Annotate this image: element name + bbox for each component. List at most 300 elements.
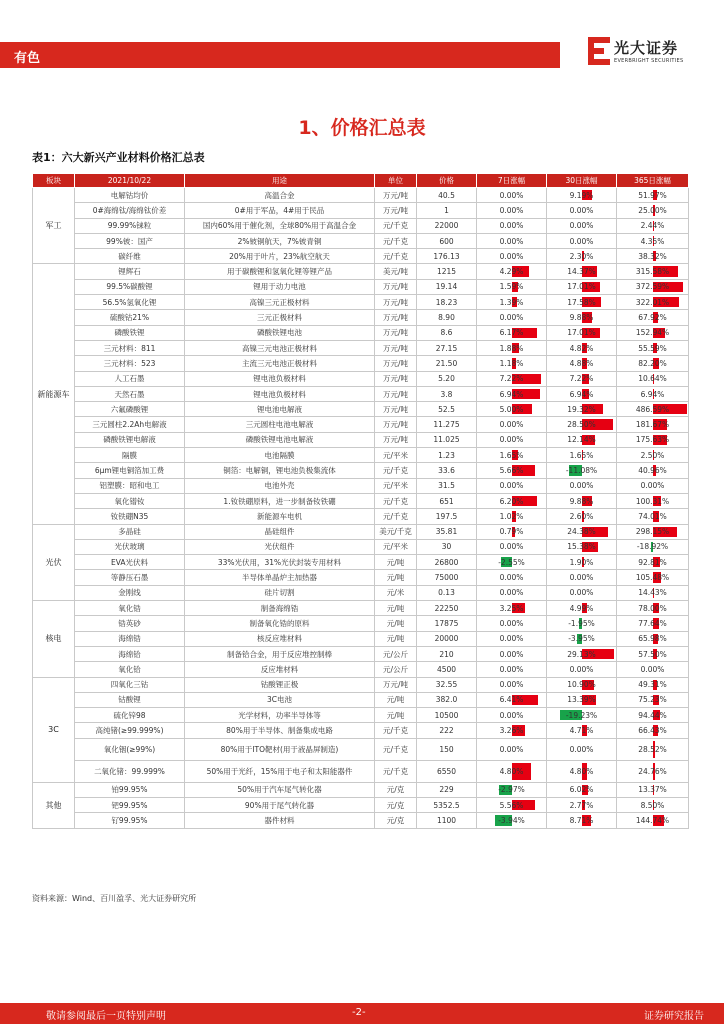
change-d30-cell	[547, 325, 617, 340]
change-value: 13.39%	[567, 695, 596, 705]
material-use: 80%用于半导体、制备集成电路	[185, 723, 375, 738]
change-d30-cell	[547, 356, 617, 371]
material-name: 铂99.95%	[75, 782, 185, 797]
table-row	[33, 295, 689, 310]
change-value: 38.32%	[638, 251, 667, 261]
change-value: -11.08%	[565, 465, 598, 475]
change-d30-cell	[547, 218, 617, 233]
price-cell: 197.5	[417, 509, 477, 524]
table-row	[33, 677, 689, 692]
change-d30-cell	[547, 463, 617, 478]
price-cell: 210	[417, 646, 477, 661]
change-d30-cell	[547, 432, 617, 447]
table-row	[33, 463, 689, 478]
table-row	[33, 723, 689, 738]
change-value: -2.97%	[498, 785, 525, 795]
change-d7-cell	[477, 432, 547, 447]
change-d7-cell	[477, 356, 547, 371]
change-value: 4.80%	[499, 766, 524, 776]
change-d30-cell	[547, 539, 617, 554]
change-d7-cell	[477, 325, 547, 340]
material-use: 磷酸铁锂电池电解液	[185, 432, 375, 447]
change-value: 1.90%	[569, 557, 594, 567]
change-value: 0.00%	[499, 680, 524, 690]
unit-cell: 元/米	[375, 585, 417, 600]
change-value: 0.00%	[499, 618, 524, 628]
table-row	[33, 448, 689, 463]
price-summary-table	[32, 173, 689, 829]
table-row	[33, 188, 689, 203]
material-name: 天然石墨	[75, 386, 185, 401]
table-row	[33, 539, 689, 554]
unit-cell: 元/平米	[375, 539, 417, 554]
table-row	[33, 386, 689, 401]
material-name: 硫化锌98	[75, 708, 185, 723]
footer-disclaimer: 敬请参阅最后一页特别声明	[46, 1011, 166, 1022]
price-cell: 5.20	[417, 371, 477, 386]
change-d365-cell	[617, 677, 689, 692]
change-value: 0.00%	[569, 744, 594, 754]
change-d7-cell	[477, 555, 547, 570]
change-d30-cell	[547, 493, 617, 508]
material-use: 锂电池负极材料	[185, 371, 375, 386]
unit-cell: 元/吨	[375, 708, 417, 723]
material-use: 锂电池电解液	[185, 402, 375, 417]
unit-cell: 元/克	[375, 797, 417, 812]
unit-cell: 元/千克	[375, 249, 417, 264]
change-value: 29.13%	[567, 649, 596, 659]
material-name: 二氧化锗：99.999%	[75, 760, 185, 782]
change-d7-cell	[477, 509, 547, 524]
material-use: 制备铪合金，用于反应堆控制棒	[185, 646, 375, 661]
price-cell: 11.025	[417, 432, 477, 447]
change-value: 57.50%	[638, 649, 667, 659]
section-header-bar	[0, 42, 560, 68]
change-d365-cell	[617, 524, 689, 539]
change-value: 8.50%	[640, 800, 665, 810]
table-row	[33, 432, 689, 447]
table-row	[33, 601, 689, 616]
change-value: 7.22%	[499, 374, 524, 384]
material-name: 锂辉石	[75, 264, 185, 279]
change-value: 55.59%	[638, 343, 667, 353]
change-d30-cell	[547, 782, 617, 797]
change-value: 6.94%	[640, 389, 665, 399]
source-note: 资料来源：Wind、百川盈孚、光大证券研究所	[32, 894, 197, 903]
change-d30-cell	[547, 760, 617, 782]
change-value: 3.26%	[499, 726, 524, 736]
change-value: 2.60%	[569, 511, 594, 521]
change-d30-cell	[547, 188, 617, 203]
change-value: 0.00%	[499, 744, 524, 754]
change-value: 12.14%	[567, 435, 596, 445]
price-cell: 22000	[417, 218, 477, 233]
company-logo	[588, 36, 718, 70]
change-value: 74.01%	[638, 511, 667, 521]
change-value: 0.00%	[499, 542, 524, 552]
price-cell: 651	[417, 493, 477, 508]
unit-cell: 万元/吨	[375, 325, 417, 340]
change-d30-cell	[547, 402, 617, 417]
price-cell: 27.15	[417, 340, 477, 355]
price-cell: 40.5	[417, 188, 477, 203]
change-d7-cell	[477, 188, 547, 203]
change-d365-cell	[617, 249, 689, 264]
change-value: 78.00%	[638, 603, 667, 613]
change-value: 322.01%	[635, 297, 670, 307]
price-cell: 18.23	[417, 295, 477, 310]
change-d7-cell	[477, 371, 547, 386]
material-use: 用于碳酸锂和氢氧化锂等锂产品	[185, 264, 375, 279]
change-value: 3.25%	[499, 603, 524, 613]
unit-cell: 元/公斤	[375, 646, 417, 661]
change-d7-cell	[477, 708, 547, 723]
material-use: 20%用于叶片，23%航空航天	[185, 249, 375, 264]
material-use: 高镍三元电池正极材料	[185, 340, 375, 355]
unit-cell: 万元/吨	[375, 279, 417, 294]
unit-cell: 元/千克	[375, 493, 417, 508]
change-value: 6.20%	[499, 496, 524, 506]
table-row	[33, 478, 689, 493]
material-name: 钕铁硼N35	[75, 509, 185, 524]
change-d30-cell	[547, 279, 617, 294]
change-value: 0.00%	[499, 435, 524, 445]
change-d7-cell	[477, 249, 547, 264]
material-name: 6μm锂电铜箔加工费	[75, 463, 185, 478]
change-value: -3.95%	[568, 634, 595, 644]
change-d7-cell	[477, 662, 547, 677]
material-use: 3C电池	[185, 692, 375, 707]
change-value: 77.64%	[638, 618, 667, 628]
footer-report-type: 证券研究报告	[644, 1011, 704, 1022]
change-value: 0.00%	[499, 710, 524, 720]
change-d365-cell	[617, 386, 689, 401]
change-value: 105.48%	[635, 573, 670, 583]
unit-cell: 元/克	[375, 813, 417, 828]
change-d30-cell	[547, 631, 617, 646]
change-value: 7.22%	[569, 374, 594, 384]
change-value: 0.00%	[499, 205, 524, 215]
change-value: 0.00%	[569, 664, 594, 674]
change-d7-cell	[477, 738, 547, 760]
table-row	[33, 249, 689, 264]
change-d7-cell	[477, 310, 547, 325]
page-heading: 1、价格汇总表	[298, 117, 426, 139]
material-use: 反应堆材料	[185, 662, 375, 677]
unit-cell: 万元/吨	[375, 402, 417, 417]
price-cell: 31.5	[417, 478, 477, 493]
change-d30-cell	[547, 738, 617, 760]
change-value: 0.00%	[499, 251, 524, 261]
table-row	[33, 310, 689, 325]
change-value: 19.32%	[567, 404, 596, 414]
change-d365-cell	[617, 646, 689, 661]
material-name: 金刚线	[75, 585, 185, 600]
col-header-30d: 30日涨幅	[547, 174, 617, 188]
material-name: 海绵铪	[75, 646, 185, 661]
change-value: 0.00%	[569, 588, 594, 598]
change-d7-cell	[477, 677, 547, 692]
table-row	[33, 616, 689, 631]
material-use: 电池隔膜	[185, 448, 375, 463]
material-use: 光伏组件	[185, 539, 375, 554]
change-value: 9.88%	[569, 496, 594, 506]
change-d30-cell	[547, 708, 617, 723]
change-value: 0.00%	[640, 664, 665, 674]
sector-cell: 3C	[33, 677, 75, 782]
sector-cell: 军工	[33, 188, 75, 264]
unit-cell: 万元/吨	[375, 417, 417, 432]
material-name: 99%铍：国产	[75, 233, 185, 248]
change-d30-cell	[547, 662, 617, 677]
unit-cell: 元/平米	[375, 478, 417, 493]
table-row	[33, 797, 689, 812]
change-value: 2.77%	[569, 800, 594, 810]
price-cell: 52.5	[417, 402, 477, 417]
change-d7-cell	[477, 760, 547, 782]
unit-cell: 元/吨	[375, 555, 417, 570]
change-d7-cell	[477, 646, 547, 661]
change-d7-cell	[477, 616, 547, 631]
change-value: 6.41%	[499, 695, 524, 705]
change-d7-cell	[477, 797, 547, 812]
material-name: 碳纤维	[75, 249, 185, 264]
change-d30-cell	[547, 233, 617, 248]
price-cell: 17875	[417, 616, 477, 631]
change-d365-cell	[617, 570, 689, 585]
logo-text-en: EVERBRIGHT SECURITIES	[614, 58, 684, 64]
change-d30-cell	[547, 203, 617, 218]
unit-cell: 元/吨	[375, 570, 417, 585]
table-row	[33, 646, 689, 661]
unit-cell: 美元/千克	[375, 524, 417, 539]
price-cell: 600	[417, 233, 477, 248]
price-cell: 222	[417, 723, 477, 738]
change-d7-cell	[477, 570, 547, 585]
change-d365-cell	[617, 616, 689, 631]
change-value: 0.00%	[569, 236, 594, 246]
change-value: 6.94%	[569, 389, 594, 399]
section-label: 有色	[14, 51, 41, 66]
change-d30-cell	[547, 723, 617, 738]
table-header-row	[33, 174, 689, 188]
table-row	[33, 264, 689, 279]
change-value: 372.59%	[635, 282, 670, 292]
material-use: 高温合金	[185, 188, 375, 203]
change-value: 24.38%	[567, 527, 596, 537]
table-row	[33, 233, 689, 248]
change-d30-cell	[547, 386, 617, 401]
change-d365-cell	[617, 509, 689, 524]
change-d7-cell	[477, 203, 547, 218]
change-d7-cell	[477, 524, 547, 539]
change-d365-cell	[617, 295, 689, 310]
material-use: 磷酸铁锂电池	[185, 325, 375, 340]
change-value: 4.82%	[569, 343, 594, 353]
change-d365-cell	[617, 493, 689, 508]
material-use: 制备海绵锆	[185, 601, 375, 616]
change-d7-cell	[477, 295, 547, 310]
material-name: 氧化镨钕	[75, 493, 185, 508]
logo-mark-icon	[588, 37, 610, 65]
change-value: 0.00%	[499, 481, 524, 491]
material-name: 99.5%碳酸锂	[75, 279, 185, 294]
material-use: 铜箔：电解铜，锂电池负极集流体	[185, 463, 375, 478]
change-value: 0.00%	[499, 190, 524, 200]
table-row	[33, 813, 689, 828]
change-value: 0.79%	[499, 527, 524, 537]
price-cell: 3.8	[417, 386, 477, 401]
change-d365-cell	[617, 708, 689, 723]
change-value: 6.17%	[499, 328, 524, 338]
material-use: 90%用于尾气转化器	[185, 797, 375, 812]
material-use: 核反应堆材料	[185, 631, 375, 646]
col-header-365d: 365日涨幅	[617, 174, 689, 188]
change-d7-cell	[477, 340, 547, 355]
table-caption: 表1：六大新兴产业材料价格汇总表	[32, 151, 205, 164]
change-value: -19.23%	[565, 710, 598, 720]
change-value: 4.80%	[569, 766, 594, 776]
change-value: 15.38%	[567, 542, 596, 552]
table-row	[33, 356, 689, 371]
change-d365-cell	[617, 448, 689, 463]
material-use: 器件材料	[185, 813, 375, 828]
change-d30-cell	[547, 295, 617, 310]
change-d7-cell	[477, 813, 547, 828]
price-cell: 0.13	[417, 585, 477, 600]
material-use: 锂用于动力电池	[185, 279, 375, 294]
material-name: 三元材料：811	[75, 340, 185, 355]
material-use: 高镍三元正极材料	[185, 295, 375, 310]
material-use: 半导体单晶炉主加热器	[185, 570, 375, 585]
material-name: 铝塑膜：昭和电工	[75, 478, 185, 493]
unit-cell: 元/克	[375, 782, 417, 797]
change-value: 0.00%	[499, 634, 524, 644]
change-d7-cell	[477, 463, 547, 478]
change-value: 4.29%	[499, 267, 524, 277]
change-value: 1.18%	[499, 358, 524, 368]
unit-cell: 元/千克	[375, 723, 417, 738]
change-value: 1.59%	[499, 282, 524, 292]
change-d30-cell	[547, 677, 617, 692]
material-name: 六氟磷酸锂	[75, 402, 185, 417]
change-d7-cell	[477, 417, 547, 432]
col-header-sector: 板块	[33, 174, 75, 188]
change-d30-cell	[547, 585, 617, 600]
material-use: 晶硅组件	[185, 524, 375, 539]
change-d365-cell	[617, 631, 689, 646]
change-d365-cell	[617, 463, 689, 478]
change-value: 0.00%	[569, 573, 594, 583]
change-value: 9.19%	[569, 190, 594, 200]
page-footer	[0, 1003, 724, 1024]
price-cell: 229	[417, 782, 477, 797]
change-value: 5.66%	[499, 465, 524, 475]
change-d365-cell	[617, 188, 689, 203]
change-d30-cell	[547, 555, 617, 570]
material-name: 等静压石墨	[75, 570, 185, 585]
change-d7-cell	[477, 386, 547, 401]
material-name: 钯99.95%	[75, 797, 185, 812]
table-row	[33, 340, 689, 355]
price-cell: 4500	[417, 662, 477, 677]
change-d365-cell	[617, 279, 689, 294]
change-value: 181.67%	[635, 420, 670, 430]
change-d365-cell	[617, 371, 689, 386]
change-value: 6.02%	[569, 785, 594, 795]
change-d7-cell	[477, 539, 547, 554]
change-d365-cell	[617, 585, 689, 600]
unit-cell: 元/千克	[375, 233, 417, 248]
change-value: 486.59%	[635, 404, 670, 414]
change-d30-cell	[547, 509, 617, 524]
unit-cell: 元/千克	[375, 463, 417, 478]
sector-cell: 核电	[33, 601, 75, 677]
col-header-7d: 7日涨幅	[477, 174, 547, 188]
change-d365-cell	[617, 402, 689, 417]
change-value: 0.00%	[499, 573, 524, 583]
price-cell: 176.13	[417, 249, 477, 264]
material-name: EVA光伏料	[75, 555, 185, 570]
material-name: 氧化铪	[75, 662, 185, 677]
change-d7-cell	[477, 631, 547, 646]
change-d7-cell	[477, 692, 547, 707]
material-name: 三元圆柱2.2Ah电解液	[75, 417, 185, 432]
change-value: 14.37%	[567, 267, 596, 277]
change-d365-cell	[617, 782, 689, 797]
change-d365-cell	[617, 310, 689, 325]
change-d365-cell	[617, 203, 689, 218]
price-cell: 382.0	[417, 692, 477, 707]
material-name: 99.99%铼粒	[75, 218, 185, 233]
material-use: 电池外壳	[185, 478, 375, 493]
change-value: 2.50%	[640, 450, 665, 460]
table-row	[33, 509, 689, 524]
price-cell: 33.6	[417, 463, 477, 478]
table-row	[33, 585, 689, 600]
change-value: 0.00%	[569, 481, 594, 491]
table-row	[33, 402, 689, 417]
change-value: 67.92%	[638, 313, 667, 323]
unit-cell: 万元/吨	[375, 356, 417, 371]
change-d30-cell	[547, 692, 617, 707]
change-value: 9.88%	[569, 313, 594, 323]
change-d365-cell	[617, 233, 689, 248]
change-d30-cell	[547, 417, 617, 432]
table-row	[33, 738, 689, 760]
change-value: 1.39%	[499, 297, 524, 307]
change-d365-cell	[617, 218, 689, 233]
table-body	[33, 188, 689, 829]
material-name: 钌99.95%	[75, 813, 185, 828]
change-value: 4.88%	[569, 358, 594, 368]
change-d30-cell	[547, 601, 617, 616]
table-row	[33, 218, 689, 233]
unit-cell: 元/公斤	[375, 662, 417, 677]
unit-cell: 万元/吨	[375, 295, 417, 310]
change-d365-cell	[617, 662, 689, 677]
change-value: 75.23%	[638, 695, 667, 705]
change-d30-cell	[547, 371, 617, 386]
change-value: -1.95%	[568, 618, 595, 628]
table-row	[33, 662, 689, 677]
change-value: 14.43%	[638, 588, 667, 598]
material-name: 人工石墨	[75, 371, 185, 386]
material-name: 光伏玻璃	[75, 539, 185, 554]
col-header-price: 价格	[417, 174, 477, 188]
price-cell: 11.275	[417, 417, 477, 432]
material-use: 50%用于汽车尾气转化器	[185, 782, 375, 797]
